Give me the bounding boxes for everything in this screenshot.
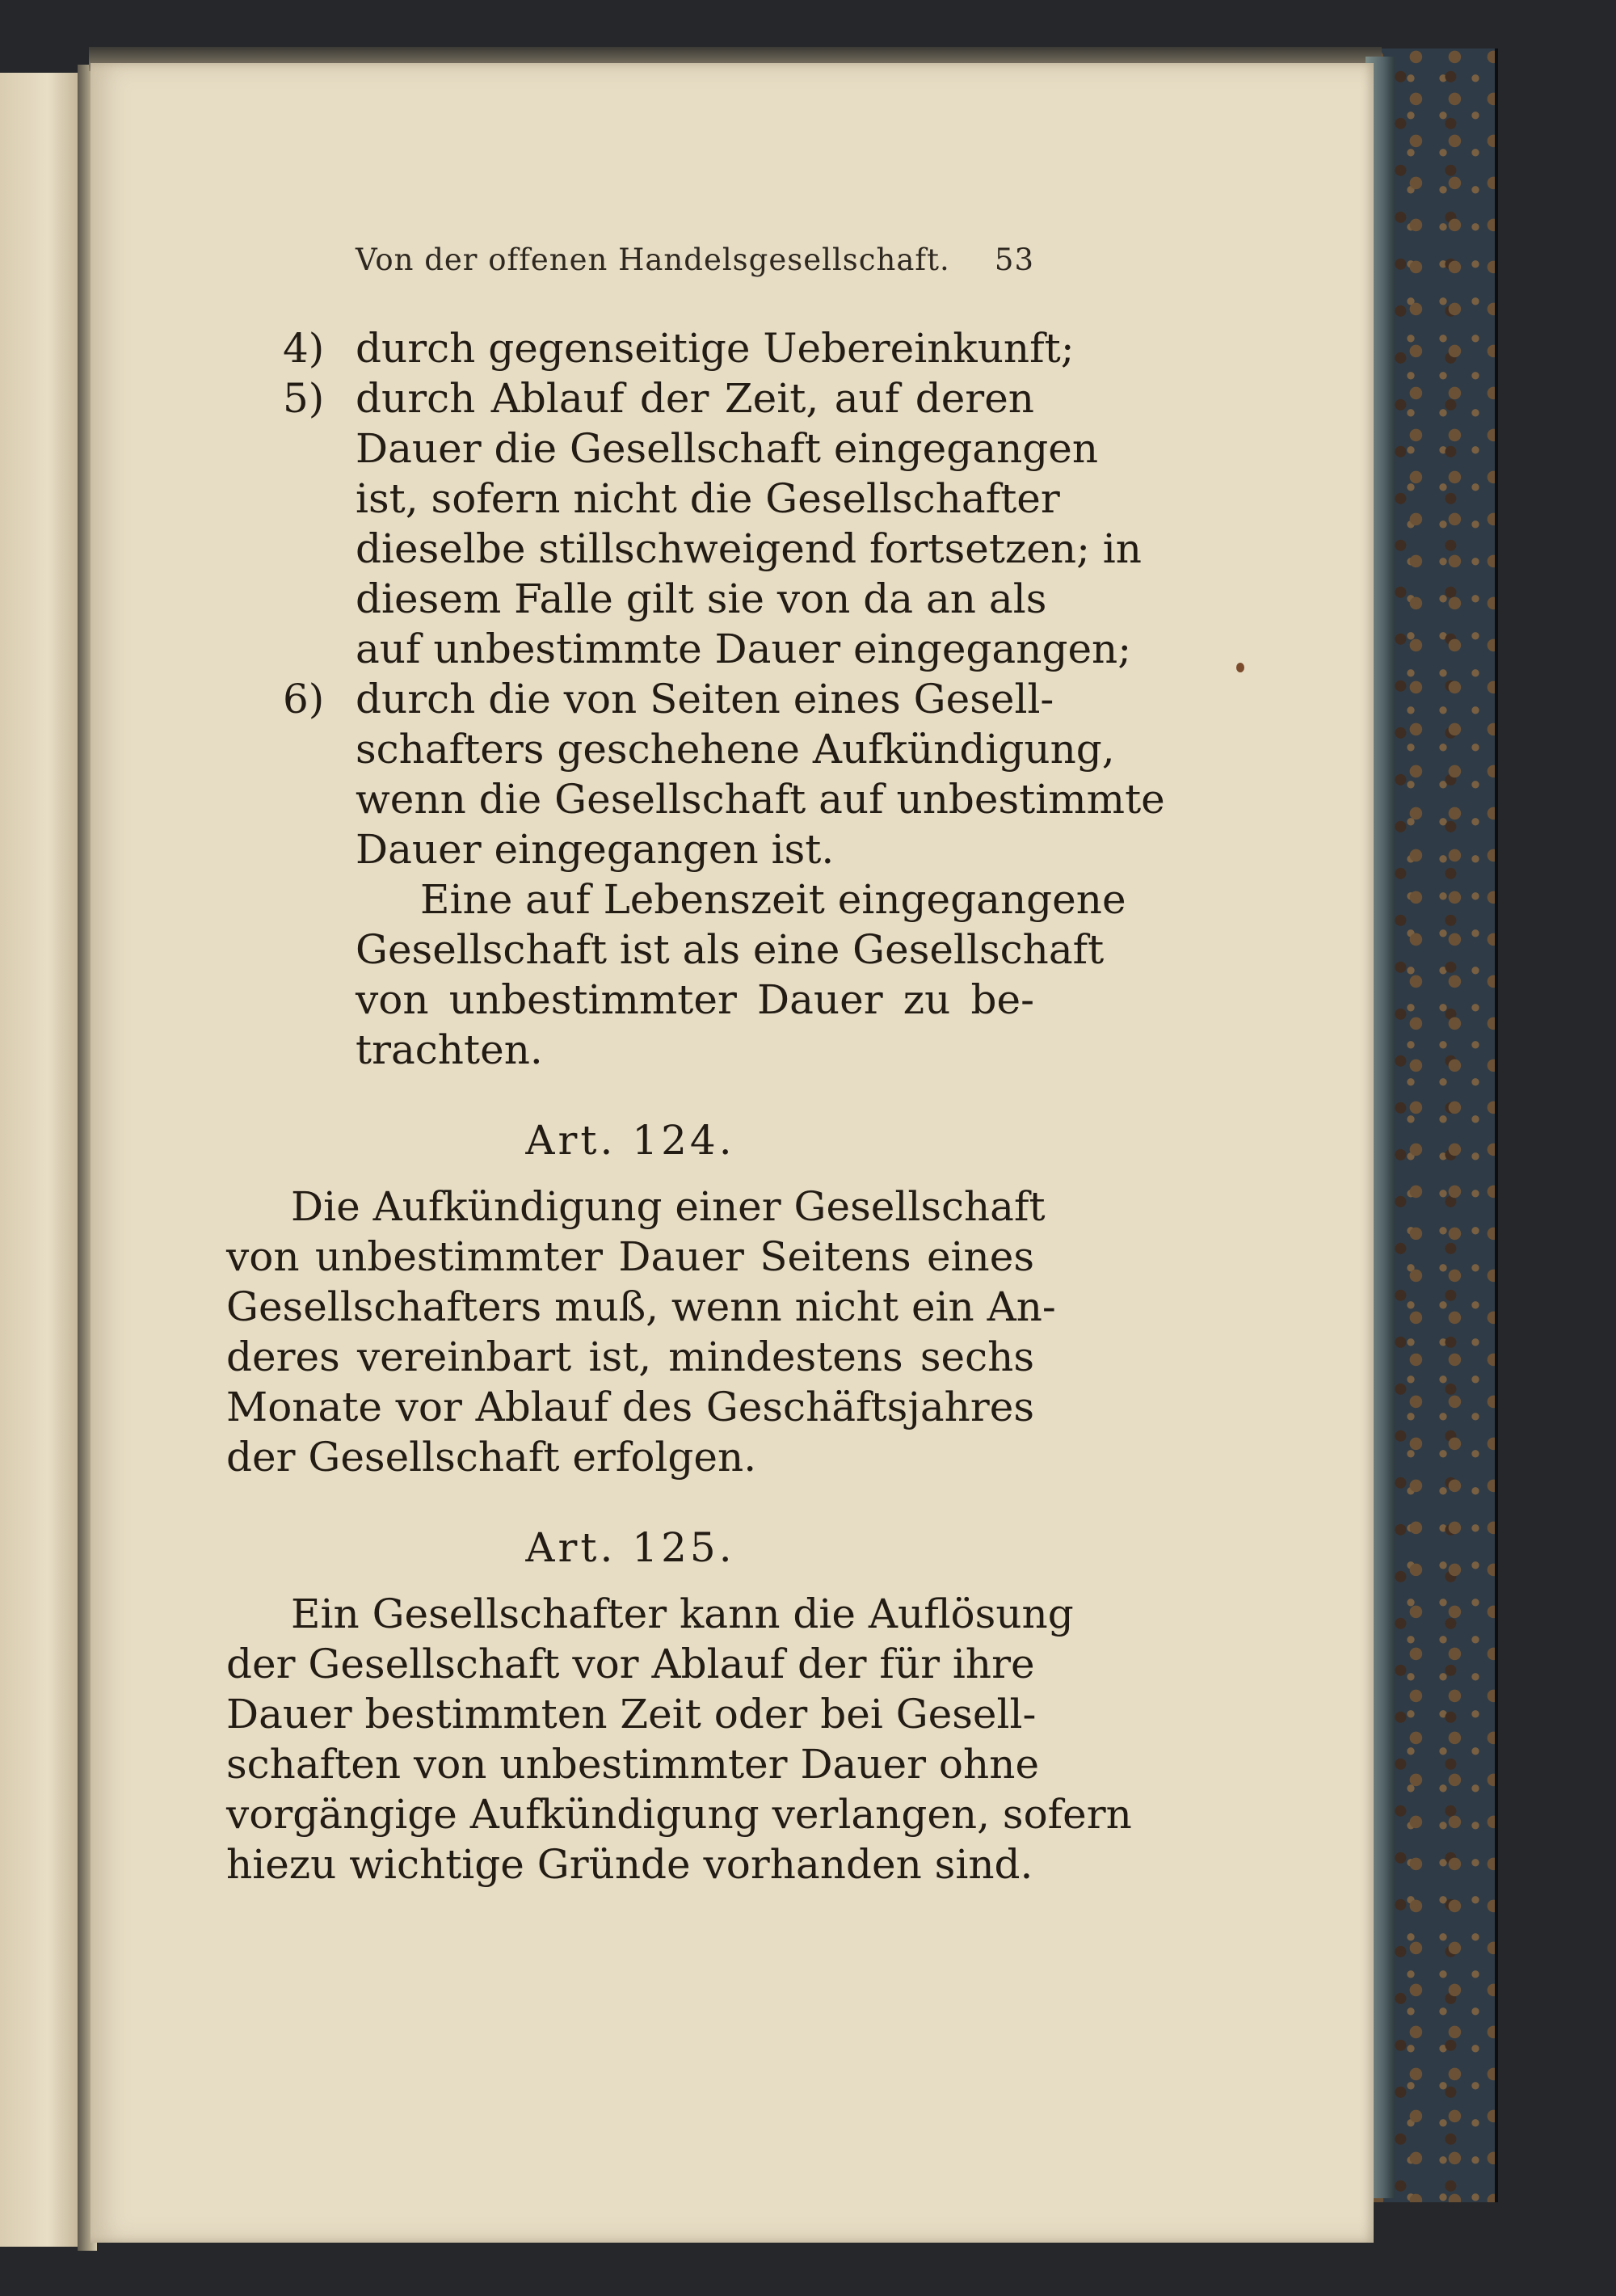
list-item bbox=[226, 323, 1075, 373]
text-line: durch Ablauf der Zeit, auf deren bbox=[356, 375, 1034, 422]
text-line: Eine auf Lebenszeit eingegangene bbox=[420, 876, 1126, 923]
text-line: von unbestimmter Dauer Seitens eines bbox=[226, 1233, 1034, 1280]
text-line: der Gesellschaft erfolgen. bbox=[226, 1434, 757, 1481]
item-number: 5) bbox=[283, 375, 325, 422]
text-line: wenn die Gesellschaft auf unbestimmte bbox=[356, 776, 1165, 823]
note-paragraph bbox=[226, 874, 1126, 1075]
text-line: auf unbestimmte Dauer eingegangen; bbox=[356, 626, 1132, 672]
ink-spot bbox=[1236, 663, 1244, 672]
text-line: Dauer die Gesellschaft eingegangen bbox=[356, 425, 1099, 472]
left-page-edge bbox=[0, 73, 87, 2247]
running-header bbox=[356, 242, 1034, 278]
text-line: schafters geschehene Aufkündigung, bbox=[356, 726, 1115, 773]
article-paragraph bbox=[226, 1589, 1132, 1889]
text-line: Die Aufkündigung einer Gesellschaft bbox=[291, 1183, 1046, 1230]
page-number: 53 bbox=[994, 242, 1034, 277]
list-item bbox=[226, 674, 1165, 874]
text-line: trachten. bbox=[356, 1026, 543, 1073]
page-body bbox=[226, 323, 1165, 1889]
text-line: Dauer bestimmten Zeit oder bei Gesell- bbox=[226, 1691, 1037, 1738]
text-line: deres vereinbart ist, mindestens sechs bbox=[226, 1333, 1034, 1380]
article-paragraph bbox=[226, 1182, 1056, 1482]
list-item bbox=[226, 373, 1142, 674]
text-line: ist, sofern nicht die Gesellschafter bbox=[356, 475, 1060, 522]
text-line: durch gegenseitige Uebereinkunft; bbox=[356, 325, 1075, 372]
text-line: von unbestimmter Dauer zu be- bbox=[356, 976, 1034, 1023]
article-heading: Art. 124. bbox=[525, 1117, 735, 1164]
article-heading: Art. 125. bbox=[525, 1524, 735, 1571]
running-title: Von der offenen Handelsgesellschaft. bbox=[356, 242, 950, 277]
text-line: diesem Falle gilt sie von da an als bbox=[356, 575, 1047, 622]
item-number: 4) bbox=[283, 325, 325, 372]
text-line: Gesellschaft ist als eine Gesellschaft bbox=[356, 926, 1105, 973]
text-line: der Gesellschaft vor Ablauf der für ihre bbox=[226, 1641, 1035, 1687]
text-line: Ein Gesellschafter kann die Auflösung bbox=[291, 1590, 1074, 1637]
text-line: schaften von unbestimmter Dauer ohne bbox=[226, 1741, 1040, 1788]
text-line: hiezu wichtige Gründe vorhanden sind. bbox=[226, 1841, 1033, 1888]
text-line: Gesellschafters muß, wenn nicht ein An- bbox=[226, 1283, 1056, 1330]
text-line: vorgängige Aufkündigung verlangen, sofern bbox=[226, 1791, 1132, 1838]
text-line: dieselbe stillschweigend fortsetzen; in bbox=[356, 525, 1142, 572]
text-line: Monate vor Ablauf des Geschäftsjahres bbox=[226, 1384, 1034, 1430]
text-line: Dauer eingegangen ist. bbox=[356, 826, 835, 873]
text-line: durch die von Seiten eines Gesell- bbox=[356, 676, 1054, 723]
item-number: 6) bbox=[283, 676, 325, 723]
